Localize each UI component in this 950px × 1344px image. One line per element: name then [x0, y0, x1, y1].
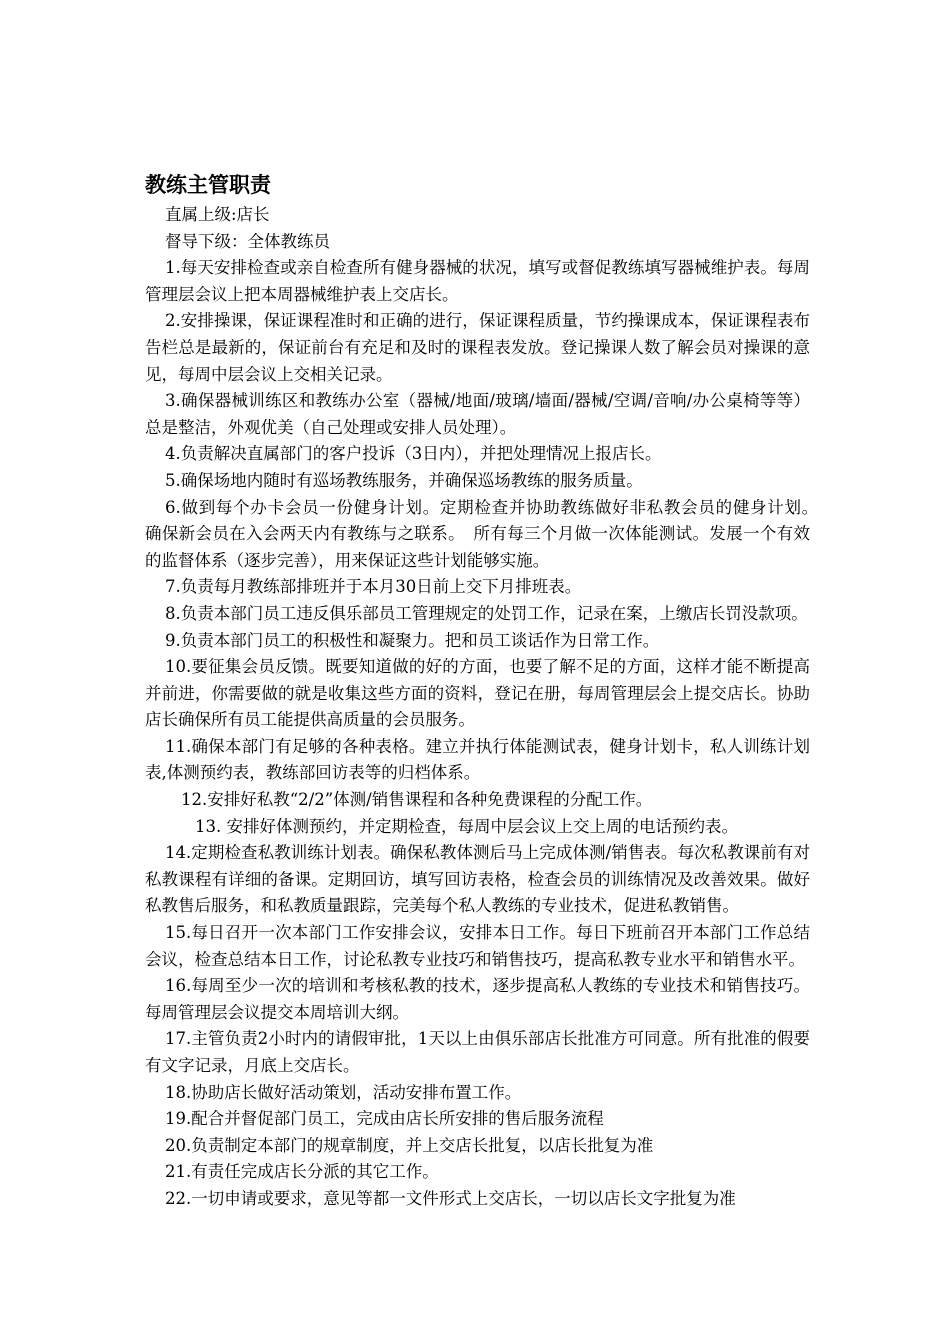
- duty-item-21: 21.有责任完成店长分派的其它工作。: [165, 1162, 439, 1182]
- duty-item-11: 11.确保本部门有足够的各种表格。建立并执行体能测试表，健身计划卡，私人训练计划表,体测预约表，教练部回访表等的归档体系。: [145, 736, 810, 783]
- subordinates: 督导下级：全体教练员: [165, 231, 330, 251]
- duty-item-15: 15.每日召开一次本部门工作安排会议，安排本日工作。每日下班前召开本部门工作总结会议，检查总结本日工作，讨论私教专业技巧和销售技巧，提高私教专业水平和销售水平。: [145, 923, 810, 969]
- duty-item-14: 14.定期检查私教训练计划表。确保私教体测后马上完成体测/销售表。每次私教课前有对私教课程有详细的备课。定期回访，填写回访表格，检查会员的训练情况及改善效果。做好私教售后服务，和私教质量跟踪，完美每个私人教练的专业技术，促进私教销售。: [145, 843, 810, 916]
- duty-item-18: 18.协助店长做好活动策划，活动安排布置工作。: [165, 1082, 522, 1102]
- direct-superior: 直属上级:店长: [165, 205, 270, 224]
- duty-item-20: 20.负责制定本部门的规章制度，并上交店长批复，以店长批复为准: [165, 1135, 654, 1155]
- duty-item-13: 13. 安排好体测预约，并定期检查，每周中层会议上交上周的电话预约表。: [195, 816, 738, 836]
- duty-item-16: 16.每周至少一次的培训和考核私教的技术，逐步提高私人教练的专业技术和销售技巧。每周管理层会议提交本周培训大纲。: [145, 976, 810, 1022]
- duty-item-9: 9.负责本部门员工的积极性和凝聚力。把和员工谈话作为日常工作。: [165, 630, 660, 650]
- document-title: 教练主管职责: [145, 173, 271, 197]
- duty-item-2: 2.安排操课，保证课程准时和正确的进行，保证课程质量，节约操课成本，保证课程表布告栏总是最新的，保证前台有充足和及时的课程表发放。登记操课人数了解会员对操课的意见，每周中层会议上交相关记录。: [145, 311, 810, 384]
- duty-item-7: 7.负责每月教练部排班并于本月30日前上交下月排班表。: [165, 577, 582, 597]
- duty-item-17: 17.主管负责2小时内的请假审批，1天以上由俱乐部店长批准方可同意。所有批准的假要有文字记录，月底上交店长。: [145, 1029, 810, 1075]
- duty-item-5: 5.确保场地内随时有巡场教练服务，并确保巡场教练的服务质量。: [165, 470, 643, 490]
- duty-item-6: 6.做到每个办卡会员一份健身计划。定期检查并协助教练做好非私教会员的健身计划。 确保新会员在入会两天内有教练与之联系。 所有每三个月做一次体能测试。发展一个有效的监督体系（逐步完善），用来保证这些计划能够实施。: [145, 497, 827, 570]
- duty-item-4: 4.负责解决直属部门的客户投诉（3日内），并把处理情况上报店长。: [165, 444, 662, 464]
- duty-item-10: 10.要征集会员反馈。既要知道做的好的方面，也要了解不足的方面，这样才能不断提高并前进，你需要做的就是收集这些方面的资料，登记在册，每周管理层会上提交店长。协助店长确保所有员工能提供高质量的会员服务。: [145, 657, 810, 730]
- duty-item-1: 1.每天安排检查或亲自检查所有健身器械的状况，填写或督促教练填写器械维护表。每周管理层会议上把本周器械维护表上交店长。: [145, 258, 810, 304]
- document-page: [145, 170, 827, 1213]
- duty-item-22: 22.一切申请或要求，意见等都一文件形式上交店长，一切以店长文字批复为准: [165, 1188, 736, 1208]
- duty-item-3: 3.确保器械训练区和教练办公室（器械/地面/玻璃/墙面/器械/空调/音响/办公桌椅等等）总是整洁，外观优美（自己处理或安排人员处理）。: [145, 391, 811, 437]
- duty-item-8: 8.负责本部门员工违反俱乐部员工管理规定的处罚工作，记录在案，上缴店长罚没款项。: [165, 603, 808, 623]
- duty-item-12: 12.安排好私教“2/2”体测/销售课程和各种免费课程的分配工作。: [181, 790, 653, 810]
- duty-item-19: 19.配合并督促部门员工，完成由店长所安排的售后服务流程: [165, 1109, 604, 1129]
